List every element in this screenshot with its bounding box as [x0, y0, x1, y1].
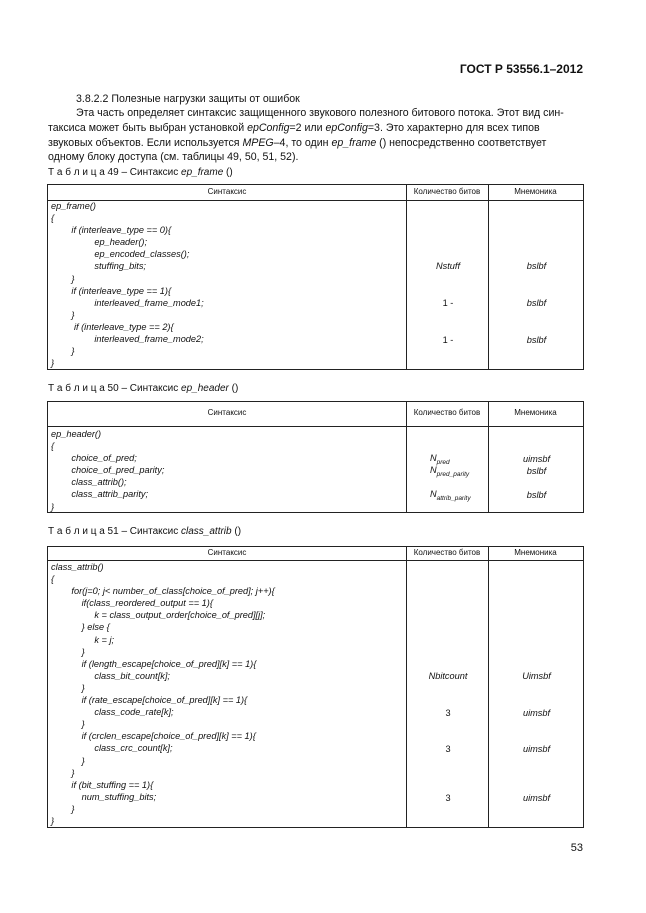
col-bits: Количество битов — [413, 187, 481, 196]
table51-header — [48, 547, 583, 561]
table49 — [47, 184, 584, 370]
table51-bits-1: Nbitcount — [428, 671, 468, 681]
table51-mnemonic-1: Uimsbf — [522, 671, 551, 681]
table50-bits-2: $N_{pred\_parity}$ — [430, 465, 470, 478]
col-mnemonic: Мнемоника — [514, 187, 557, 196]
table50-bits-3: $N_{attrib\_parity}$ — [430, 489, 471, 502]
table50 — [47, 401, 584, 513]
table49-mnemonic-1: bslbf — [526, 261, 547, 271]
col-bits: Количество битов — [413, 408, 481, 417]
para-line-3: звуковых объектов. Если используется MPEG–4, то один ep_frame () непосредственно соответствует — [48, 136, 547, 149]
para-line-1: Эта часть определяет синтаксис защищенного звукового полезного битового потока. Этот вид син- — [76, 107, 564, 119]
table49-header — [48, 185, 583, 201]
document-header: ГОСТ Р 53556.1–2012 — [459, 62, 583, 76]
table51-code: class_attrib() { for(j=0; j< number_of_class[choice_of_pred]; j++){ if(class_reordered_output == 1){ k = class_output_order[choice_of_pred][j]; } else { k = j; } if (length_escape[choice_of_pred][k] == 1){ class_bit_count[k]; } if (rate_escape[choice_of_pred][k] == 1){ class_code_rate[k]; } if (crclen_escape[choice_of_pred][k] == 1){ class_crc_count[k]; } } if (bit_stuffing == 1){ num_stuffing_bits; } } — [51, 562, 275, 826]
para-line-2: таксиса может быть выбран установкой epConfig=2 или epConfig=3. Это характерно для всех типов — [48, 121, 540, 134]
col-mnemonic: Мнемоника — [514, 408, 557, 417]
page-number: 53 — [570, 842, 583, 854]
table49-mnemonic-2: bslbf — [526, 298, 547, 308]
table49-bits-3: 1 - — [442, 335, 454, 345]
col-mnemonic: Мнемоника — [514, 548, 557, 557]
table50-code: ep_header() { choice_of_pred; choice_of_pred_parity; class_attrib(); class_attrib_parity; } — [51, 429, 165, 512]
table51-mnemonic-2: uimsbf — [522, 708, 551, 718]
table50-mnemonic-2: bslbf — [526, 466, 547, 476]
col-syntax: Синтаксис — [207, 187, 247, 196]
table51-mnemonic-4: uimsbf — [522, 793, 551, 803]
section-title: 3.8.2.2 Полезные нагрузки защиты от ошибок — [76, 93, 300, 105]
table49-mnemonic-3: bslbf — [526, 335, 547, 345]
table50-header — [48, 402, 583, 427]
col-syntax: Синтаксис — [207, 548, 247, 557]
table51-mnemonic-3: uimsbf — [522, 744, 551, 754]
table51-bits-4: 3 — [445, 793, 451, 803]
table49-code: ep_frame() { if (interleave_type == 0){ ep_header(); ep_encoded_classes(); stuffing_bits; } if (interleave_type == 1){ interleaved_frame_mode1; } if (interleave_type == 2){ interleaved_frame_mode2; } } — [51, 201, 204, 369]
table49-caption: Т а б л и ц а 49 – Синтаксис ep_frame () — [48, 167, 233, 178]
col-bits: Количество битов — [413, 548, 481, 557]
table51-caption: Т а б л и ц а 51 – Синтаксис class_attrib () — [48, 526, 242, 537]
table50-bits-1: $N_{pred}$ — [430, 453, 450, 466]
table49-bits-2: 1 - — [442, 298, 454, 308]
table51-bits-3: 3 — [445, 744, 451, 754]
table50-mnemonic-3: bslbf — [526, 490, 547, 500]
table50-mnemonic-1: uimsbf — [522, 454, 551, 464]
col-syntax: Синтаксис — [207, 408, 247, 417]
table50-caption: Т а б л и ц а 50 – Синтаксис ep_header () — [48, 383, 239, 394]
para-line-4: одному блоку доступа (см. таблицы 49, 50, 51, 52). — [48, 151, 299, 164]
table51-bits-2: 3 — [445, 708, 451, 718]
intro-paragraph — [48, 106, 584, 165]
table49-bits-1: Nstuff — [436, 261, 460, 271]
table51 — [47, 546, 584, 828]
